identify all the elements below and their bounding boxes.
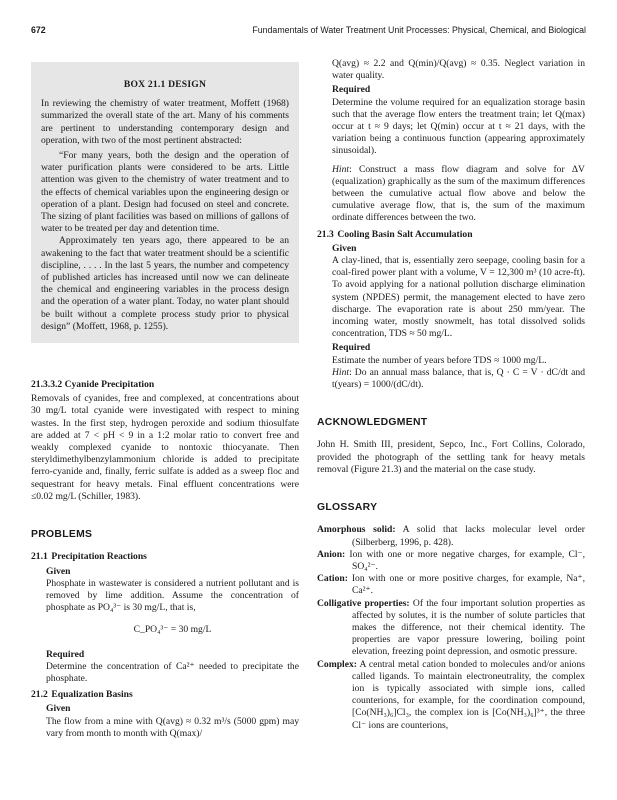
- given-text: A clay-lined, that is, essentially zero seepage, cooling basin for a coal-fired power plant with a volume, V = 12,300 m³ (10 acre-ft). To avoid applying for a national pollution discharge elimination system (NPDES) permit, the management elected to have zero discharge. The evaporation rate is about 250 mm/year. The incoming water, mostly snowmelt, has total dissolved solids concentration, TDS ≈ 50 mg/L.: [332, 255, 585, 340]
- glossary-list: [317, 524, 585, 731]
- glossary-entry: Anion: Ion with one or more negative charges, for example, Cl⁻, SO₄²⁻.: [317, 548, 585, 572]
- page-header: [31, 24, 586, 38]
- left-column: [31, 62, 299, 740]
- required-text: Estimate the number of years before TDS ≈ 1000 mg/L.: [332, 354, 547, 366]
- hint-text: : Construct a mass flow diagram and solve for ΔV (equalization) graphically as the sum of the maximum differences between the cumulative actual flow above and below the cumulative average flow, that is, the sum of the maximum ordinate differences between the two.: [332, 163, 585, 224]
- given-text-continued: Q(avg) ≈ 2.2 and Q(min)/Q(avg) ≈ 0.35. Neglect variation in water quality.: [332, 58, 585, 82]
- hint-label: Hint: [332, 366, 350, 378]
- problem-number: 21.3: [317, 228, 334, 240]
- given-text: Phosphate in wastewater is considered a nutrient pollutant and is removed by lime addition. Assume the concentration of phosphate as PO₄³⁻ is 30 mg/L, that is,: [46, 577, 299, 614]
- glossary-entry: Amorphous solid: A solid that lacks molecular level order (Silberberg, 1996, p. 428).: [317, 524, 585, 548]
- design-box: [31, 62, 299, 343]
- problem-21-2-continued: [332, 58, 585, 225]
- required-label: Required: [332, 342, 371, 354]
- acknowledgment-heading: ACKNOWLEDGMENT: [317, 417, 428, 429]
- glossary-entry: Cation: Ion with one or more positive charges, for example, Na⁺, Ca²⁺.: [317, 573, 585, 597]
- cyanide-text: Removals of cyanides, free and complexed, at concentrations about 30 mg/L total cyanide were investigated with respect to mining wastes. In the first step, hydrogen peroxide and sodium thiosulfate are added at 7 < pH < 9 in a 1:2 molar ratio to convert free and weakly complexed cyanide to nontoxic thiocyanate. Then steryldimethylbenzylammonium chloride is added to precipitate ferro-cyanide and, finally, ferric sulfate is added as a sweep floc and sequestrant for heavy metals. Final effluent concentrations were ≤0.02 mg/L (Schiller, 1983).: [31, 393, 299, 502]
- equation: C_PO₄³⁻ = 30 mg/L: [133, 624, 212, 636]
- problems-heading: PROBLEMS: [31, 529, 93, 541]
- problem-title: Precipitation Reactions: [51, 551, 147, 563]
- problem-21-2-body: [46, 703, 299, 740]
- problem-number: 21.2: [31, 689, 48, 701]
- required-label: Required: [332, 84, 371, 96]
- box-title: BOX 21.1 DESIGN: [123, 79, 207, 90]
- page-number: 672: [31, 25, 46, 35]
- glossary-entry: Complex: A central metal cation bonded to molecules and/or anions called ligands. To maintain electroneutrality, the complex ion is typically associated with simple ions, called counterions, for example, for the coordination compound, [Co(NH₃)₆]Cl₃, the complex ion is [Co(NH₃)₆]³⁺, the three Cl⁻ ions are counterions,: [317, 658, 585, 731]
- hint: [332, 367, 585, 391]
- hint-label: Hint: [332, 163, 350, 175]
- problem-title: Equalization Basins: [51, 689, 133, 701]
- given-label: Given: [46, 565, 71, 577]
- required-text: Determine the concentration of Ca²⁺ needed to precipitate the phosphate.: [46, 660, 299, 684]
- acknowledgment-text: John H. Smith III, president, Sepco, Inc., Fort Collins, Colorado, provided the photograph of the settling tank for heavy metals removal (Figure 21.3) and the material on the case study.: [317, 439, 585, 475]
- problem-21-3-body: [332, 243, 585, 391]
- problem-number: 21.1: [31, 551, 48, 563]
- problem-21-3-title: [317, 229, 585, 241]
- given-label: Given: [332, 242, 357, 254]
- glossary-entry: Colligative properties: Of the four important solution properties as affected by solutes, it is the number of solute particles that makes the difference, not their chemical identity. The properties are vapor pressure lowering, boiling point elevation, freezing point depression, and osmotic pressure.: [317, 597, 585, 658]
- cyanide-heading: 21.3.3.2 Cyanide Precipitation: [31, 379, 155, 391]
- box-quote-2: Approximately ten years ago, there appeared to be an awakening to the fact that water treatment should be a scientific discipline, . . . . In the last 5 years, the number and competency of published articles has increased until now we can delineate the chemical and engineering variables in the process design and the operation of a water plant. Today, no water plant should be built without a complete process study prior to physical design” (Moffett, 1968, p. 1255).: [41, 235, 289, 332]
- problem-title: Cooling Basin Salt Accumulation: [337, 228, 473, 240]
- given-text: The flow from a mine with Q(avg) ≈ 0.32 m³/s (5000 gpm) may vary from month to month with Q(max)/: [46, 715, 299, 739]
- hint: [332, 164, 585, 225]
- hint-text: : Do an annual mass balance, that is, Q · C = V · dC/dt and t(years) = 1000/(dC/dt).: [332, 366, 585, 391]
- box-quote-1: “For many years, both the design and the operation of water purification plants were considered to be arts. Little attention was given to the chemistry of water treatment and to the effects of chemical variables upon the engineering design or operation of a plant. Design had focused on steel and concrete. The sizing of plant facilities was based on millions of gallons of water to be treated per day and detention time.: [41, 150, 289, 235]
- required-text: Determine the volume required for an equalization storage basin such that the average flow enters the treatment train; let Q(max) occur at t ≈ 9 days; let Q(min) occur at t ≈ 21 days, with the variation being a continuous function (appearing approximately sinusoidal).: [332, 96, 585, 157]
- problem-21-1-body: [46, 566, 299, 686]
- problem-21-2-title: [31, 689, 299, 701]
- right-column: [317, 58, 585, 732]
- problem-21-1-title: [31, 551, 299, 563]
- required-label: Required: [46, 648, 85, 660]
- glossary-heading: GLOSSARY: [317, 502, 378, 514]
- box-intro: In reviewing the chemistry of water treatment, Moffett (1968) summarized the overall state of the art. Many of his comments are pertinent to understanding contemporary design and operation, with two of the most pertinent abstracted:: [41, 98, 289, 146]
- given-label: Given: [46, 703, 71, 715]
- running-title: Fundamentals of Water Treatment Unit Processes: Physical, Chemical, and Biological: [252, 25, 586, 35]
